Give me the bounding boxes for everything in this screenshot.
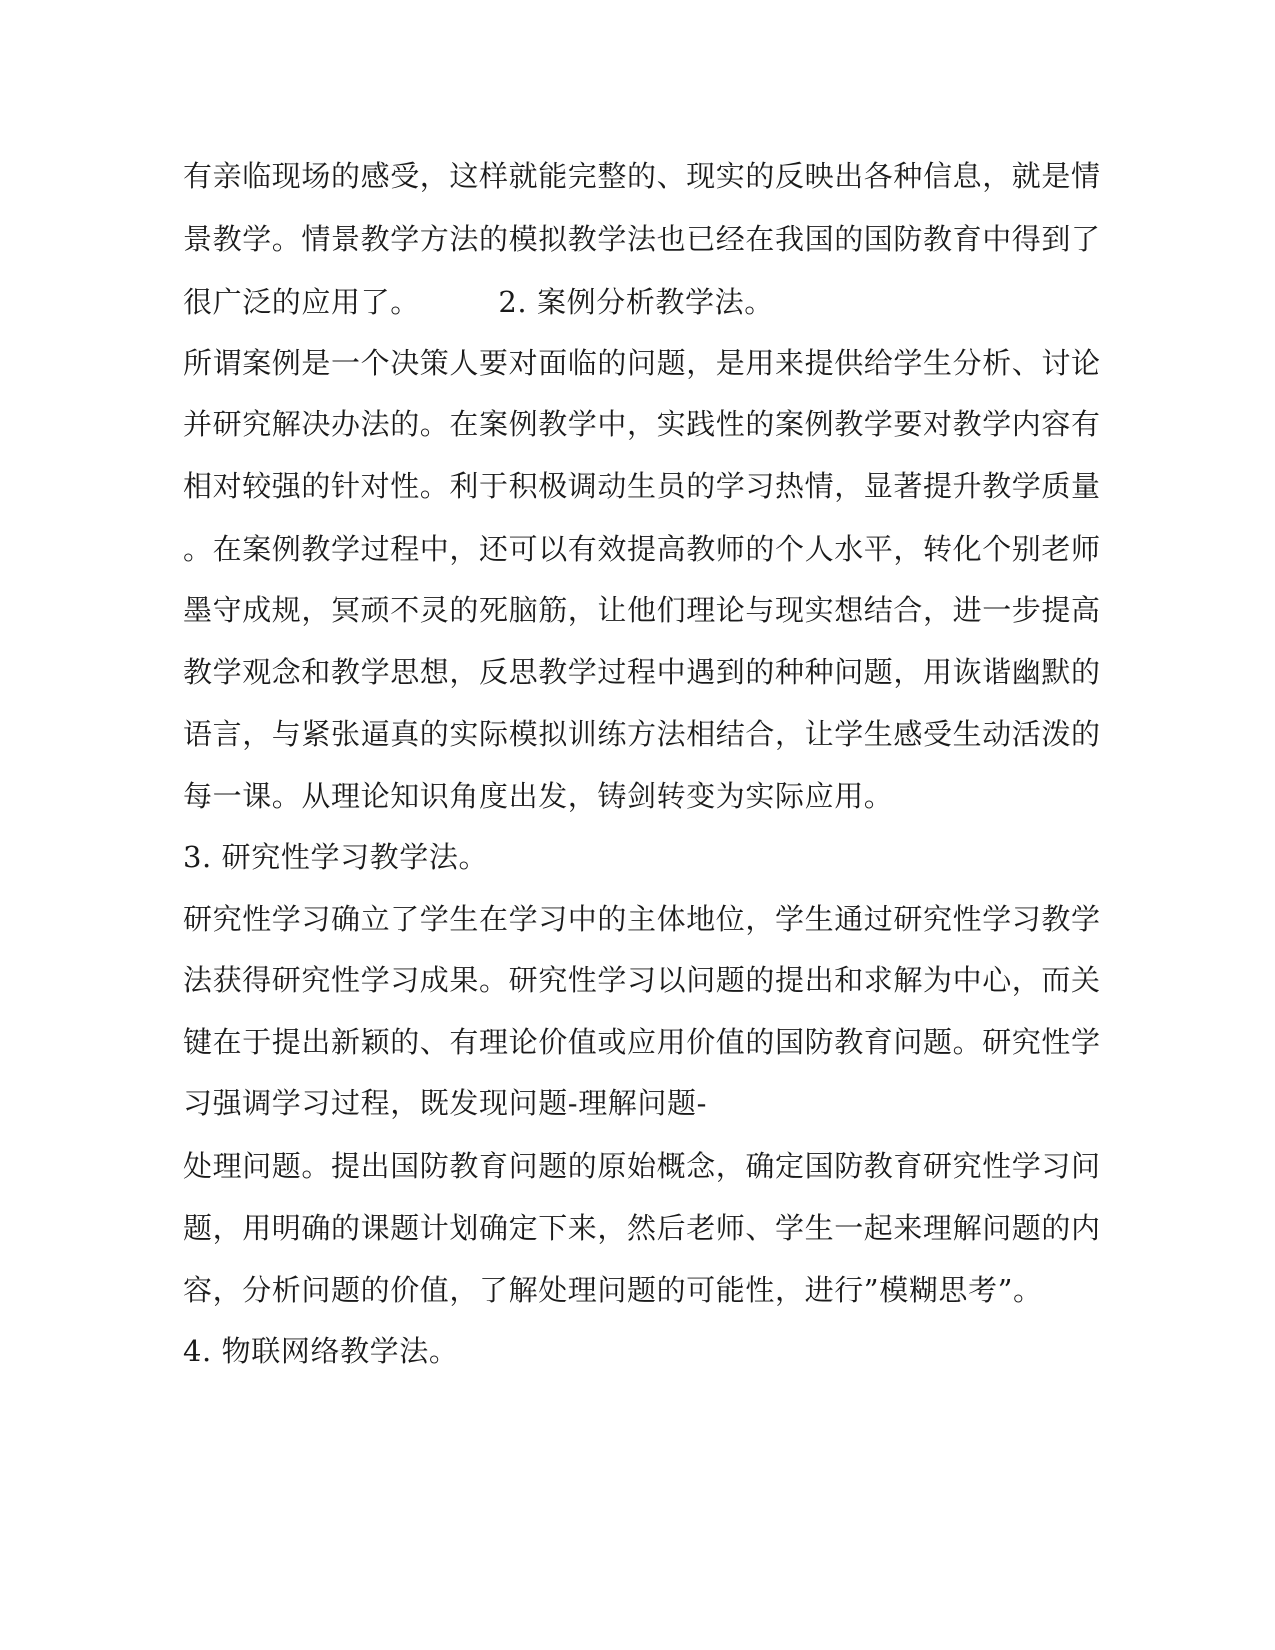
text-line: 。在案例教学过程中，还可以有效提高教师的个人水平，转化个别老师 xyxy=(183,532,1101,566)
text-line: 教学观念和教学思想，反思教学过程中遇到的种种问题，用诙谐幽默的 xyxy=(183,655,1101,689)
section-heading: 4. 物联网络教学法。 xyxy=(183,1334,459,1368)
text-line: 所谓案例是一个决策人要对面临的问题，是用来提供给学生分析、讨论 xyxy=(183,346,1101,380)
text-line: 墨守成规，冥顽不灵的死脑筋，让他们理论与现实想结合，进一步提高 xyxy=(183,593,1101,627)
text-line: 相对较强的针对性。利于积极调动生员的学习热情，显著提升教学质量 xyxy=(183,469,1101,503)
section-heading: 3. 研究性学习教学法。 xyxy=(183,840,489,874)
text-line: 题，用明确的课题计划确定下来，然后老师、学生一起来理解问题的内 xyxy=(183,1211,1101,1245)
text-line: 有亲临现场的感受，这样就能完整的、现实的反映出各种信息，就是情 xyxy=(183,159,1101,193)
text-line: 并研究解决办法的。在案例教学中，实践性的案例教学要对教学内容有 xyxy=(183,407,1101,441)
text-line: 键在于提出新颖的、有理论价值或应用价值的国防教育问题。研究性学 xyxy=(183,1025,1101,1059)
text-line: 习强调学习过程，既发现问题-理解问题- xyxy=(183,1086,707,1120)
text-line: 每一课。从理论知识角度出发，铸剑转变为实际应用。 xyxy=(183,779,894,813)
text-line: 研究性学习确立了学生在学习中的主体地位，学生通过研究性学习教学 xyxy=(183,902,1101,936)
text-line: 语言，与紧张逼真的实际模拟训练方法相结合，让学生感受生动活泼的 xyxy=(183,717,1101,751)
text-line: 处理问题。提出国防教育问题的原始概念，确定国防教育研究性学习问 xyxy=(183,1149,1101,1183)
text-line: 法获得研究性学习成果。研究性学习以问题的提出和求解为中心，而关 xyxy=(183,963,1101,997)
text-line: 容，分析问题的价值，了解处理问题的可能性，进行”模糊思考”。 xyxy=(183,1273,1043,1307)
text-line: 很广泛的应用了。 2. 案例分析教学法。 xyxy=(183,285,774,319)
text-line: 景教学。情景教学方法的模拟教学法也已经在我国的国防教育中得到了 xyxy=(183,222,1101,256)
